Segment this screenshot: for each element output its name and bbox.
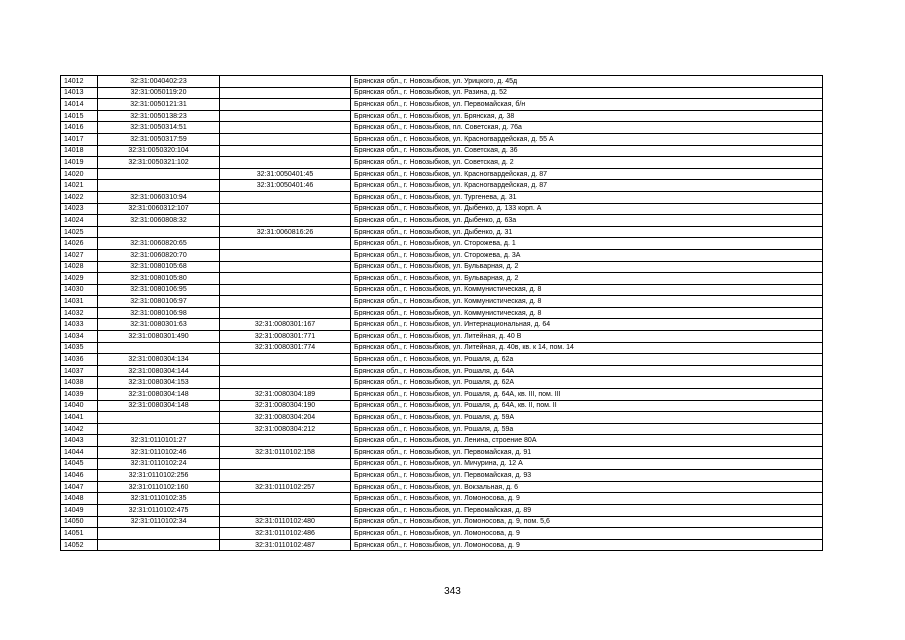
land-cadastral-number-cell: 32:31:0050138:23 (98, 110, 220, 122)
building-cadastral-number-cell (220, 215, 351, 227)
land-cadastral-number-cell (98, 423, 220, 435)
building-cadastral-number-cell: 32:31:0110102:257 (220, 481, 351, 493)
building-cadastral-number-cell: 32:31:0080301:167 (220, 319, 351, 331)
record-number-cell: 14013 (61, 87, 98, 99)
building-cadastral-number-cell (220, 354, 351, 366)
address-cell: Брянская обл., г. Новозыбков, ул. Ломоносова, д. 9 (351, 539, 823, 551)
record-number-cell: 14046 (61, 470, 98, 482)
address-cell: Брянская обл., г. Новозыбков, пл. Советская, д. 76а (351, 122, 823, 134)
building-cadastral-number-cell: 32:31:0080301:771 (220, 331, 351, 343)
table-row (61, 157, 823, 169)
address-cell: Брянская обл., г. Новозыбков, ул. Красногвардейская, д. 87 (351, 180, 823, 192)
table-row (61, 458, 823, 470)
record-number-cell: 14031 (61, 296, 98, 308)
land-cadastral-number-cell (98, 412, 220, 424)
page-number: 343 (444, 586, 461, 597)
address-cell: Брянская обл., г. Новозыбков, ул. Сторожева, д. 1 (351, 238, 823, 250)
address-cell: Брянская обл., г. Новозыбков, ул. Интернациональная, д. 64 (351, 319, 823, 331)
table-row (61, 481, 823, 493)
record-number-cell: 14032 (61, 307, 98, 319)
address-cell: Брянская обл., г. Новозыбков, ул. Разина, д. 52 (351, 87, 823, 99)
record-number-cell: 14027 (61, 249, 98, 261)
table-row (61, 226, 823, 238)
address-cell: Брянская обл., г. Новозыбков, ул. Красногвардейская, д. 87 (351, 168, 823, 180)
land-cadastral-number-cell: 32:31:0050317:59 (98, 133, 220, 145)
table-row (61, 377, 823, 389)
address-cell: Брянская обл., г. Новозыбков, ул. Брянская, д. 38 (351, 110, 823, 122)
land-cadastral-number-cell: 32:31:0110102:46 (98, 447, 220, 459)
record-number-cell: 14040 (61, 400, 98, 412)
land-cadastral-number-cell: 32:31:0080304:148 (98, 400, 220, 412)
table-row (61, 493, 823, 505)
land-cadastral-number-cell: 32:31:0060808:32 (98, 215, 220, 227)
address-cell: Брянская обл., г. Новозыбков, ул. Литейная, д. 40в, кв. к 14, пом. 14 (351, 342, 823, 354)
building-cadastral-number-cell (220, 493, 351, 505)
table-row (61, 516, 823, 528)
building-cadastral-number-cell: 32:31:0080301:774 (220, 342, 351, 354)
address-cell: Брянская обл., г. Новозыбков, ул. Коммунистическая, д. 8 (351, 296, 823, 308)
land-cadastral-number-cell: 32:31:0110102:256 (98, 470, 220, 482)
table-row (61, 342, 823, 354)
address-cell: Брянская обл., г. Новозыбков, ул. Рошаля, д. 64А, кв. III, пом. III (351, 389, 823, 401)
record-number-cell: 14022 (61, 191, 98, 203)
record-number-cell: 14036 (61, 354, 98, 366)
record-number-cell: 14051 (61, 528, 98, 540)
land-cadastral-number-cell: 32:31:0080301:490 (98, 331, 220, 343)
land-cadastral-number-cell: 32:31:0080304:148 (98, 389, 220, 401)
building-cadastral-number-cell (220, 249, 351, 261)
table-row (61, 191, 823, 203)
table-row (61, 273, 823, 285)
land-cadastral-number-cell (98, 342, 220, 354)
building-cadastral-number-cell (220, 99, 351, 111)
building-cadastral-number-cell (220, 435, 351, 447)
table-row (61, 168, 823, 180)
land-cadastral-number-cell: 32:31:0050314:51 (98, 122, 220, 134)
table-row (61, 528, 823, 540)
building-cadastral-number-cell: 32:31:0110102:486 (220, 528, 351, 540)
address-cell: Брянская обл., г. Новозыбков, ул. Коммунистическая, д. 8 (351, 307, 823, 319)
land-cadastral-number-cell: 32:31:0050321:102 (98, 157, 220, 169)
table-row (61, 470, 823, 482)
land-cadastral-number-cell: 32:31:0080304:153 (98, 377, 220, 389)
registry-table-body (61, 76, 823, 551)
address-cell: Брянская обл., г. Новозыбков, ул. Рошаля, д. 62а (351, 354, 823, 366)
address-cell: Брянская обл., г. Новозыбков, ул. Рошаля, д. 64А (351, 365, 823, 377)
record-number-cell: 14045 (61, 458, 98, 470)
land-cadastral-number-cell (98, 180, 220, 192)
building-cadastral-number-cell: 32:31:0080304:204 (220, 412, 351, 424)
record-number-cell: 14048 (61, 493, 98, 505)
record-number-cell: 14041 (61, 412, 98, 424)
land-cadastral-number-cell: 32:31:0060820:65 (98, 238, 220, 250)
table-row (61, 389, 823, 401)
record-number-cell: 14039 (61, 389, 98, 401)
land-cadastral-number-cell: 32:31:0110102:34 (98, 516, 220, 528)
address-cell: Брянская обл., г. Новозыбков, ул. Рошаля, д. 59а (351, 423, 823, 435)
record-number-cell: 14025 (61, 226, 98, 238)
table-row (61, 412, 823, 424)
land-cadastral-number-cell: 32:31:0060310:94 (98, 191, 220, 203)
record-number-cell: 14021 (61, 180, 98, 192)
land-cadastral-number-cell: 32:31:0110101:27 (98, 435, 220, 447)
address-cell: Брянская обл., г. Новозыбков, ул. Дыбенко, д. 133 корп. А (351, 203, 823, 215)
address-cell: Брянская обл., г. Новозыбков, ул. Дыбенко, д. 63а (351, 215, 823, 227)
building-cadastral-number-cell (220, 238, 351, 250)
land-cadastral-number-cell: 32:31:0080304:144 (98, 365, 220, 377)
building-cadastral-number-cell: 32:31:0050401:45 (220, 168, 351, 180)
address-cell: Брянская обл., г. Новозыбков, ул. Рошаля, д. 59А (351, 412, 823, 424)
land-cadastral-number-cell: 32:31:0080304:134 (98, 354, 220, 366)
building-cadastral-number-cell (220, 504, 351, 516)
address-cell: Брянская обл., г. Новозыбков, ул. Первомайская, д. 91 (351, 447, 823, 459)
record-number-cell: 14012 (61, 76, 98, 88)
address-cell: Брянская обл., г. Новозыбков, ул. Коммунистическая, д. 8 (351, 284, 823, 296)
table-row (61, 110, 823, 122)
record-number-cell: 14017 (61, 133, 98, 145)
table-row (61, 319, 823, 331)
table-row (61, 215, 823, 227)
record-number-cell: 14049 (61, 504, 98, 516)
building-cadastral-number-cell (220, 145, 351, 157)
building-cadastral-number-cell: 32:31:0060816:26 (220, 226, 351, 238)
building-cadastral-number-cell: 32:31:0050401:46 (220, 180, 351, 192)
address-cell: Брянская обл., г. Новозыбков, ул. Советская, д. 36 (351, 145, 823, 157)
table-row (61, 203, 823, 215)
table-row (61, 99, 823, 111)
table-row (61, 249, 823, 261)
address-cell: Брянская обл., г. Новозыбков, ул. Сторожева, д. 3А (351, 249, 823, 261)
table-row (61, 145, 823, 157)
record-number-cell: 14047 (61, 481, 98, 493)
land-cadastral-number-cell: 32:31:0050121:31 (98, 99, 220, 111)
record-number-cell: 14034 (61, 331, 98, 343)
table-row (61, 180, 823, 192)
land-cadastral-number-cell: 32:31:0110102:475 (98, 504, 220, 516)
land-cadastral-number-cell: 32:31:0050119:20 (98, 87, 220, 99)
record-number-cell: 14038 (61, 377, 98, 389)
building-cadastral-number-cell (220, 307, 351, 319)
address-cell: Брянская обл., г. Новозыбков, ул. Ломоносова, д. 9 (351, 493, 823, 505)
land-cadastral-number-cell: 32:31:0080105:68 (98, 261, 220, 273)
building-cadastral-number-cell (220, 203, 351, 215)
property-registry-table (60, 75, 823, 551)
table-row (61, 122, 823, 134)
record-number-cell: 14028 (61, 261, 98, 273)
building-cadastral-number-cell: 32:31:0080304:189 (220, 389, 351, 401)
record-number-cell: 14014 (61, 99, 98, 111)
table-row (61, 447, 823, 459)
address-cell: Брянская обл., г. Новозыбков, ул. Первомайская, б/н (351, 99, 823, 111)
record-number-cell: 14044 (61, 447, 98, 459)
building-cadastral-number-cell (220, 133, 351, 145)
land-cadastral-number-cell: 32:31:0080106:95 (98, 284, 220, 296)
table-row (61, 504, 823, 516)
land-cadastral-number-cell: 32:31:0050320:104 (98, 145, 220, 157)
land-cadastral-number-cell: 32:31:0080105:80 (98, 273, 220, 285)
land-cadastral-number-cell: 32:31:0040402:23 (98, 76, 220, 88)
land-cadastral-number-cell: 32:31:0110102:24 (98, 458, 220, 470)
building-cadastral-number-cell: 32:31:0080304:212 (220, 423, 351, 435)
building-cadastral-number-cell (220, 365, 351, 377)
record-number-cell: 14043 (61, 435, 98, 447)
record-number-cell: 14037 (61, 365, 98, 377)
table-row (61, 87, 823, 99)
table-row (61, 284, 823, 296)
address-cell: Брянская обл., г. Новозыбков, ул. Первомайская, д. 89 (351, 504, 823, 516)
table-row (61, 331, 823, 343)
building-cadastral-number-cell (220, 458, 351, 470)
building-cadastral-number-cell (220, 87, 351, 99)
record-number-cell: 14052 (61, 539, 98, 551)
land-cadastral-number-cell: 32:31:0060820:70 (98, 249, 220, 261)
building-cadastral-number-cell: 32:31:0110102:480 (220, 516, 351, 528)
building-cadastral-number-cell (220, 273, 351, 285)
land-cadastral-number-cell: 32:31:0080301:63 (98, 319, 220, 331)
address-cell: Брянская обл., г. Новозыбков, ул. Тургенева, д. 31 (351, 191, 823, 203)
land-cadastral-number-cell: 32:31:0110102:160 (98, 481, 220, 493)
building-cadastral-number-cell (220, 76, 351, 88)
address-cell: Брянская обл., г. Новозыбков, ул. Рошаля, д. 64А, кв. II, пом. II (351, 400, 823, 412)
record-number-cell: 14023 (61, 203, 98, 215)
record-number-cell: 14018 (61, 145, 98, 157)
address-cell: Брянская обл., г. Новозыбков, ул. Рошаля, д. 62А (351, 377, 823, 389)
address-cell: Брянская обл., г. Новозыбков, ул. Мичурина, д. 12 А (351, 458, 823, 470)
table-row (61, 400, 823, 412)
record-number-cell: 14016 (61, 122, 98, 134)
address-cell: Брянская обл., г. Новозыбков, ул. Ломоносова, д. 9 (351, 528, 823, 540)
building-cadastral-number-cell (220, 261, 351, 273)
land-cadastral-number-cell (98, 226, 220, 238)
table-row (61, 354, 823, 366)
building-cadastral-number-cell (220, 191, 351, 203)
record-number-cell: 14033 (61, 319, 98, 331)
land-cadastral-number-cell (98, 528, 220, 540)
address-cell: Брянская обл., г. Новозыбков, ул. Бульварная, д. 2 (351, 261, 823, 273)
address-cell: Брянская обл., г. Новозыбков, ул. Бульварная, д. 2 (351, 273, 823, 285)
record-number-cell: 14026 (61, 238, 98, 250)
record-number-cell: 14015 (61, 110, 98, 122)
address-cell: Брянская обл., г. Новозыбков, ул. Дыбенко, д. 31 (351, 226, 823, 238)
table-row (61, 76, 823, 88)
table-row (61, 365, 823, 377)
building-cadastral-number-cell (220, 296, 351, 308)
table-row (61, 307, 823, 319)
table-row (61, 539, 823, 551)
address-cell: Брянская обл., г. Новозыбков, ул. Советская, д. 2 (351, 157, 823, 169)
address-cell: Брянская обл., г. Новозыбков, ул. Ленина, строение 80А (351, 435, 823, 447)
land-cadastral-number-cell (98, 539, 220, 551)
address-cell: Брянская обл., г. Новозыбков, ул. Первомайская, д. 93 (351, 470, 823, 482)
building-cadastral-number-cell (220, 157, 351, 169)
record-number-cell: 14024 (61, 215, 98, 227)
address-cell: Брянская обл., г. Новозыбков, ул. Ломоносова, д. 9, пом. 5,6 (351, 516, 823, 528)
building-cadastral-number-cell: 32:31:0110102:158 (220, 447, 351, 459)
table-row (61, 296, 823, 308)
record-number-cell: 14020 (61, 168, 98, 180)
building-cadastral-number-cell (220, 470, 351, 482)
record-number-cell: 14050 (61, 516, 98, 528)
building-cadastral-number-cell (220, 110, 351, 122)
table-row (61, 435, 823, 447)
address-cell: Брянская обл., г. Новозыбков, ул. Вокзальная, д. 6 (351, 481, 823, 493)
table-row (61, 423, 823, 435)
land-cadastral-number-cell: 32:31:0110102:35 (98, 493, 220, 505)
building-cadastral-number-cell (220, 377, 351, 389)
land-cadastral-number-cell: 32:31:0080106:97 (98, 296, 220, 308)
record-number-cell: 14019 (61, 157, 98, 169)
building-cadastral-number-cell (220, 284, 351, 296)
record-number-cell: 14029 (61, 273, 98, 285)
record-number-cell: 14030 (61, 284, 98, 296)
building-cadastral-number-cell: 32:31:0080304:190 (220, 400, 351, 412)
land-cadastral-number-cell (98, 168, 220, 180)
land-cadastral-number-cell: 32:31:0060312:107 (98, 203, 220, 215)
table-row (61, 133, 823, 145)
table-row (61, 261, 823, 273)
address-cell: Брянская обл., г. Новозыбков, ул. Красногвардейская, д. 55 А (351, 133, 823, 145)
land-cadastral-number-cell: 32:31:0080106:98 (98, 307, 220, 319)
address-cell: Брянская обл., г. Новозыбков, ул. Урицкого, д. 45д (351, 76, 823, 88)
record-number-cell: 14042 (61, 423, 98, 435)
record-number-cell: 14035 (61, 342, 98, 354)
table-row (61, 238, 823, 250)
address-cell: Брянская обл., г. Новозыбков, ул. Литейная, д. 40 В (351, 331, 823, 343)
building-cadastral-number-cell (220, 122, 351, 134)
building-cadastral-number-cell: 32:31:0110102:487 (220, 539, 351, 551)
